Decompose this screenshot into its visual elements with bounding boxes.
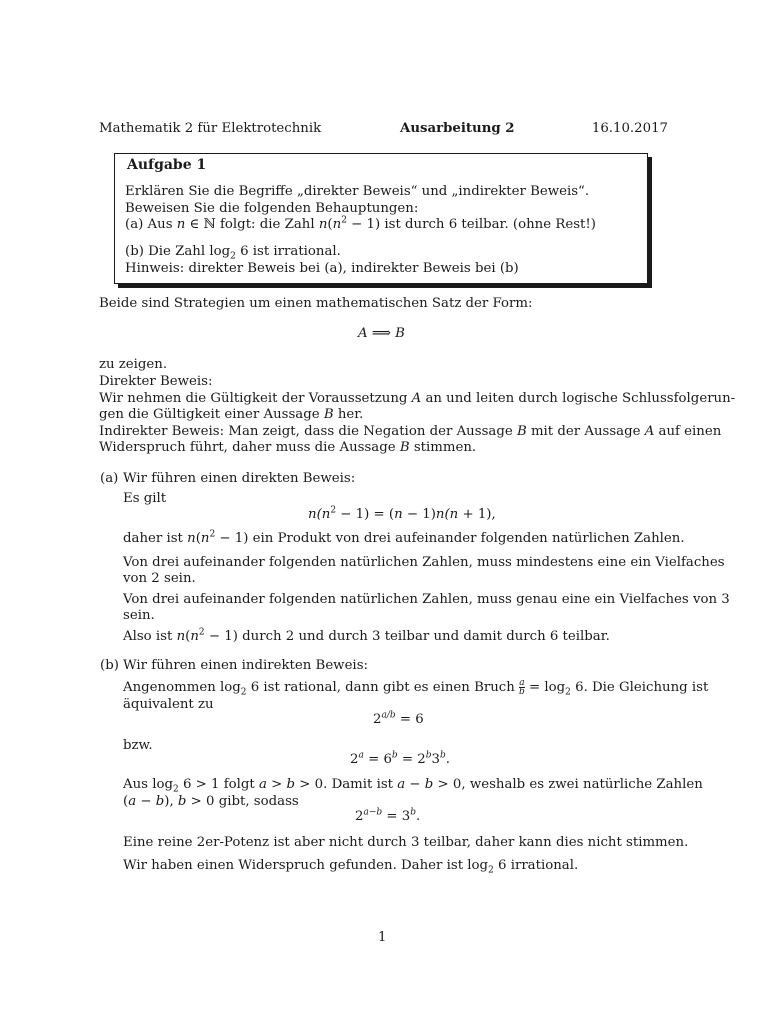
page-header bbox=[99, 120, 668, 138]
part-a-line-3: Von drei aufeinander folgenden natürlichen Zahlen, muss genau eine ein Vielfaches von 3 bbox=[123, 592, 730, 607]
task-box bbox=[114, 153, 648, 284]
direct-line-1: Wir nehmen die Gültigkeit der Voraussetzung A an und leiten durch logische Schlussfolgerun- bbox=[99, 391, 736, 406]
part-b-line-1: Angenommen $\log_2 6$ ist rational, dann gibt es einen Bruch $\frac{a}{b}$ = $\log_2 6$. Die Gleichung ist bbox=[123, 678, 709, 698]
task-line-1: Erklären Sie die Begriffe „direkter Beweis“ und „indirekter Beweis“. bbox=[125, 184, 590, 199]
part-b-bzw: bzw. bbox=[123, 738, 153, 753]
intro-continue: zu zeigen. bbox=[99, 357, 168, 372]
part-a-line-3b: sein. bbox=[123, 608, 155, 623]
part-a-heading: Wir führen einen direkten Beweis: bbox=[123, 471, 356, 486]
task-line-5: Hinweis: direkter Beweis bei (a), indirekter Beweis bei (b) bbox=[125, 261, 519, 276]
part-a-line-2b: von 2 sein. bbox=[123, 571, 196, 586]
part-b-line-1b: äquivalent zu bbox=[123, 697, 214, 712]
part-b-line-4: Eine reine 2er-Potenz ist aber nicht durch 3 teilbar, daher kann dies nicht stimmen. bbox=[123, 835, 689, 850]
implication-formula: A ⟹ B bbox=[358, 326, 405, 341]
fraction-a-over-b: $\frac{a}{b}$ bbox=[519, 678, 525, 697]
part-a-equation: $n(n^2 - 1) = (n - 1)n(n + 1)$, bbox=[308, 505, 496, 522]
direct-heading: Direkter Beweis: bbox=[99, 374, 213, 389]
part-b-label: (b) bbox=[100, 658, 119, 673]
part-b-line-2: Aus $\log_2 6 > 1$ folgt a > b > 0. Damit ist a − b > 0, weshalb es zwei natürliche Zahlen bbox=[123, 777, 703, 795]
part-a-label: (a) bbox=[100, 471, 119, 486]
task-line-2: Beweisen Sie die folgenden Behauptungen: bbox=[125, 201, 419, 216]
task-title: Aufgabe 1 bbox=[127, 157, 207, 173]
indirect-line-2: Widerspruch führt, daher muss die Aussage B stimmen. bbox=[99, 440, 477, 455]
task-line-4: (b) Die Zahl $\log_2 6$ ist irrational. bbox=[125, 244, 341, 262]
part-a-line-2: Von drei aufeinander folgenden natürlichen Zahlen, muss mindestens eine ein Vielfaches bbox=[123, 555, 725, 570]
intro-paragraph: Beide sind Strategien um einen mathematischen Satz der Form: bbox=[99, 296, 533, 311]
part-b-line-5: Wir haben einen Widerspruch gefunden. Daher ist $\log_2 6$ irrational. bbox=[123, 858, 579, 876]
part-b-heading: Wir führen einen indirekten Beweis: bbox=[123, 658, 368, 673]
part-b-line-3: (a − b), b > 0 gibt, sodass bbox=[123, 794, 299, 809]
document-title: Ausarbeitung 2 bbox=[400, 121, 515, 136]
document-date: 16.10.2017 bbox=[591, 121, 668, 136]
page-number: 1 bbox=[378, 930, 387, 945]
course-title: Mathematik 2 für Elektrotechnik bbox=[99, 121, 322, 136]
direct-line-2: gen die Gültigkeit einer Aussage B her. bbox=[99, 407, 364, 422]
part-b-equation-2: $2^a = 6^b = 2^b3^b$. bbox=[350, 750, 450, 767]
task-line-3: (a) Aus n ∈ ℕ folgt: die Zahl $n(n^2 - 1)$ ist durch 6 teilbar. (ohne Rest!) bbox=[125, 215, 596, 232]
indirect-line-1: Indirekter Beweis: Man zeigt, dass die Negation der Aussage B mit der Aussage A auf einen bbox=[99, 424, 722, 439]
part-b-equation-1: $2^{a/b} = 6$ bbox=[373, 710, 424, 727]
part-a-line-1: daher ist $n(n^2 - 1)$ ein Produkt von drei aufeinander folgenden natürlichen Zahlen. bbox=[123, 529, 685, 546]
part-a-es-gilt: Es gilt bbox=[123, 491, 167, 506]
part-a-line-4: Also ist $n(n^2 - 1)$ durch 2 und durch 3 teilbar und damit durch 6 teilbar. bbox=[123, 627, 610, 644]
part-b-equation-3: $2^{a-b} = 3^b$. bbox=[355, 807, 421, 824]
